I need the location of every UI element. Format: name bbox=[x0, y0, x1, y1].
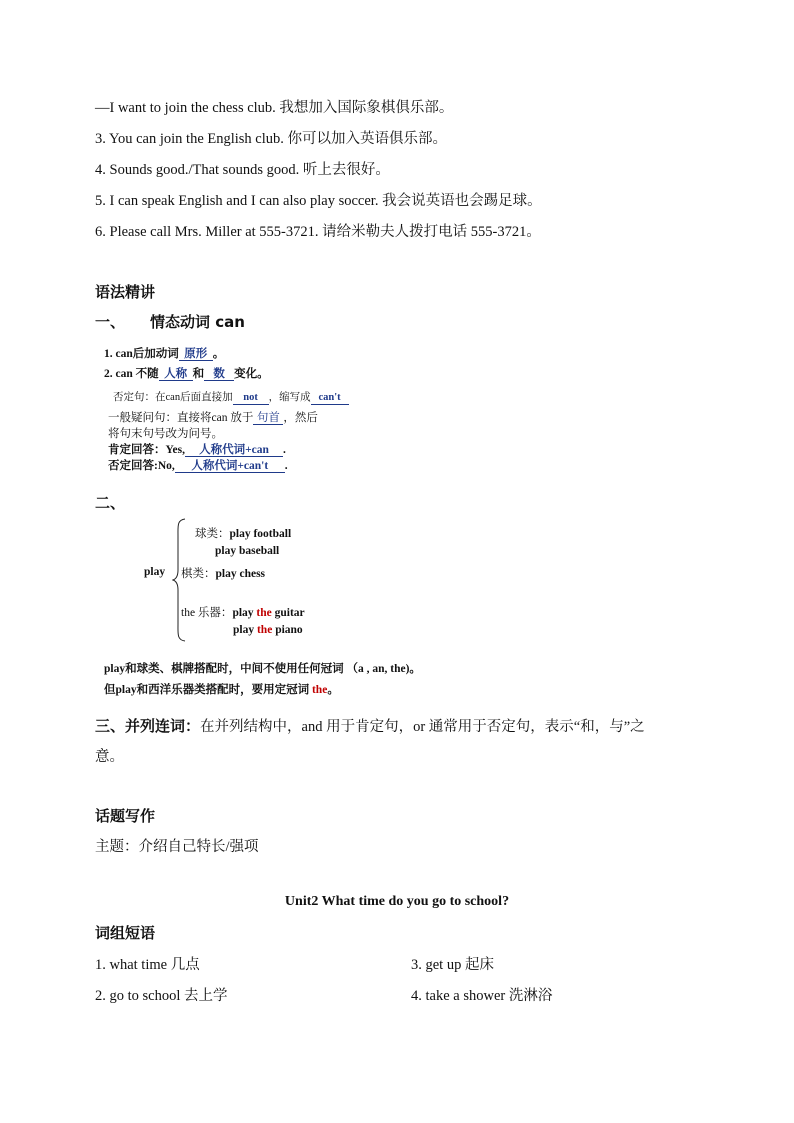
play-note-2: 但play和西洋乐器类搭配时，要用定冠词 the。 bbox=[104, 684, 339, 696]
play-note-1: play和球类、棋牌搭配时，中间不使用任何冠词 （a , an, the)。 bbox=[104, 663, 421, 675]
can-rule-1: 1. can后加动词 原形 。 bbox=[104, 348, 225, 360]
writing-topic: 主题：介绍自己特长/强项 bbox=[95, 839, 259, 855]
can-yes-answer: 肯定回答：Yes, 人称代词+can . bbox=[108, 444, 286, 456]
blank-person: 人称 bbox=[159, 368, 193, 381]
writing-heading: 话题写作 bbox=[95, 807, 156, 825]
blank-cant: can't bbox=[311, 392, 349, 405]
can-question-rule-line2: 将句末句号改为问号。 bbox=[108, 428, 223, 440]
can-no-answer: 否定回答:No, 人称代词+can't . bbox=[108, 460, 288, 472]
sentence-6: 6. Please call Mrs. Miller at 555-3721. 请给米勒夫人拨打电话 555-3721。 bbox=[95, 224, 541, 240]
play-ball-line1: 球类：play football bbox=[195, 528, 292, 540]
section-1-title: 情态动词 can bbox=[150, 313, 245, 331]
can-negative-rule: 否定句：在can后面直接加 not ，缩写成 can't bbox=[113, 389, 349, 405]
play-instrument-line2: play the piano bbox=[233, 624, 303, 636]
play-chess-line: 棋类：play chess bbox=[181, 568, 266, 580]
phrase-item: 1. what time 几点 bbox=[95, 957, 200, 973]
grammar-heading: 语法精讲 bbox=[95, 283, 156, 301]
section-1-number: 一、 bbox=[95, 313, 126, 331]
blank-number: 数 bbox=[204, 368, 234, 381]
section-3-line1: 三、并列连词：在并列结构中，and 用于肯定句，or 通常用于否定句，表示“和，与”之 bbox=[95, 717, 645, 735]
blank-not: not bbox=[233, 392, 269, 405]
phrase-item: 3. get up 起床 bbox=[411, 957, 494, 973]
section-3-line2: 意。 bbox=[95, 749, 124, 765]
can-question-rule: 一般疑问句：直接将can 放于 句首 ，然后 bbox=[108, 412, 318, 424]
phrase-item: 4. take a shower 洗淋浴 bbox=[411, 988, 553, 1004]
blank-no-answer: 人称代词+can't bbox=[175, 460, 285, 473]
play-instrument-line1: the 乐器：play the guitar bbox=[181, 607, 305, 619]
section-2-number: 二、 bbox=[95, 494, 126, 512]
blank-yes-answer: 人称代词+can bbox=[185, 444, 283, 457]
play-ball-line2: play baseball bbox=[215, 545, 280, 557]
play-root: play bbox=[144, 566, 166, 578]
unit2-title: Unit2 What time do you go to school? bbox=[284, 894, 510, 909]
phrase-item: 2. go to school 去上学 bbox=[95, 988, 228, 1004]
sentence-3: 3. You can join the English club. 你可以加入英语俱乐部。 bbox=[95, 131, 448, 147]
sentence-2: —I want to join the chess club. 我想加入国际象棋俱乐部。 bbox=[95, 100, 454, 116]
can-rule-2: 2. can 不随 人称 和 数 变化。 bbox=[104, 368, 269, 380]
sentence-5: 5. I can speak English and I can also play soccer. 我会说英语也会踢足球。 bbox=[95, 193, 542, 209]
blank-beginning: 句首 bbox=[253, 412, 283, 425]
blank-base-form: 原形 bbox=[179, 348, 213, 361]
phrases-heading: 词组短语 bbox=[95, 924, 156, 942]
sentence-4: 4. Sounds good./That sounds good. 听上去很好。 bbox=[95, 162, 390, 178]
